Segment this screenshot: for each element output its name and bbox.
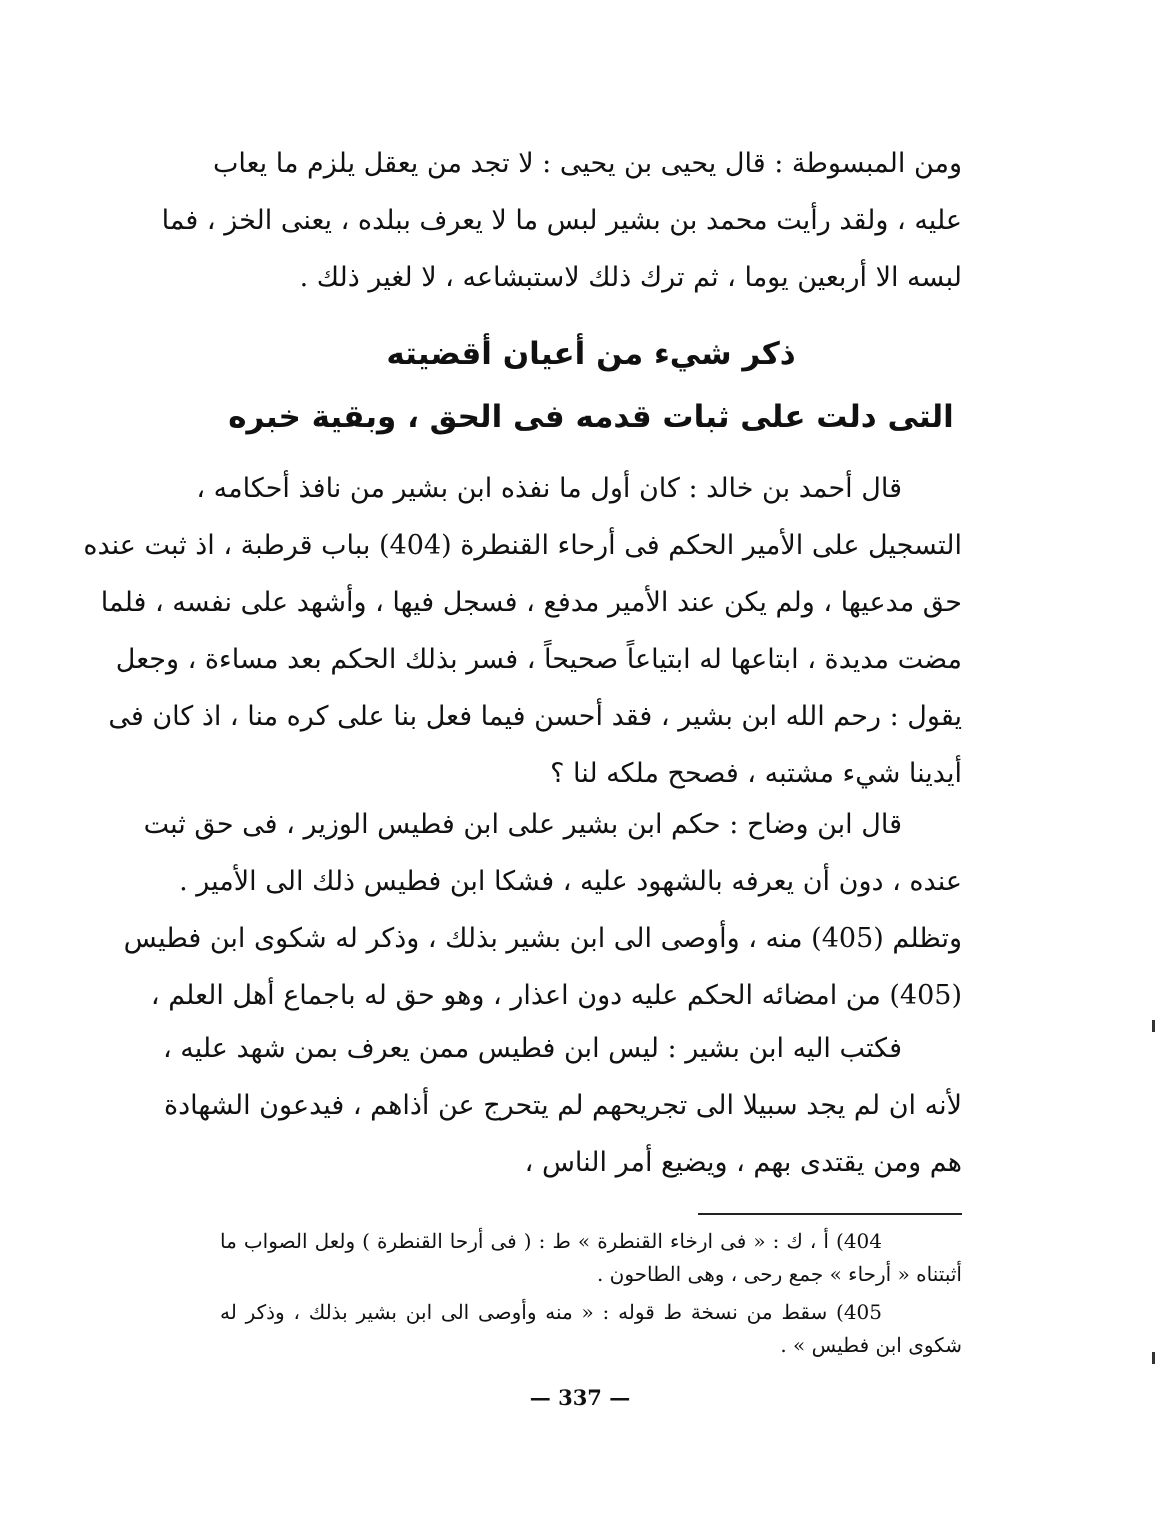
paragraph-2 [123, 796, 962, 1024]
scan-edge-mark [1152, 1352, 1155, 1364]
page-number: — 337 — [529, 1385, 631, 1410]
scan-edge-mark [1152, 1020, 1155, 1032]
text-line: قال أحمد بن خالد : كان أول ما نفذه ابن بشير من نافذ أحكامه ، [196, 473, 902, 504]
text-line: لأنه ان لم يجد سبيلا الى تجريحهم لم يتحرج عن أذاهم ، فيدعون الشهادة [163, 1090, 962, 1121]
text-line: عليه ، ولقد رأيت محمد بن بشير لبس ما لا يعرف ببلده ، يعنى الخز ، فما [161, 205, 962, 236]
text-line: (405) من امضائه الحكم عليه دون اعذار ، وهو حق له باجماع أهل العلم ، [150, 980, 962, 1011]
paragraph-3 [162, 1020, 962, 1191]
text-line: لبسه الا أربعين يوما ، ثم ترك ذلك لاستبشاعه ، لا لغير ذلك . [299, 262, 962, 293]
section-title-line-1: ذكر شيء من أعيان أقضيته [386, 336, 796, 372]
text-line: يقول : رحم الله ابن بشير ، فقد أحسن فيما فعل بنا على كره منا ، اذ كان فى [108, 701, 962, 732]
footnote-line: 405) سقط من نسخة ط قوله : « منه وأوصى الى ابن بشير بذلك ، وذكر له [220, 1300, 882, 1324]
paragraph-1 [83, 460, 962, 802]
text-line: وتظلم (405) منه ، وأوصى الى ابن بشير بذلك ، وذكر له شكوى ابن فطيس [123, 923, 962, 954]
text-line: هم ومن يقتدى بهم ، ويضيع أمر الناس ، [524, 1147, 962, 1178]
text-line: قال ابن وضاح : حكم ابن بشير على ابن فطيس الوزير ، فى حق ثبت [143, 809, 902, 840]
footnote-line: شكوى ابن فطيس » . [780, 1333, 962, 1357]
opening-paragraph [161, 135, 962, 306]
text-line: ومن المبسوطة : قال يحيى بن يحيى : لا تجد من يعقل يلزم ما يعاب [212, 148, 962, 179]
footnote-404 [220, 1225, 962, 1291]
text-line: فكتب اليه ابن بشير : ليس ابن فطيس ممن يعرف بمن شهد عليه ، [162, 1033, 902, 1064]
text-line: التسجيل على الأمير الحكم فى أرحاء القنطرة (404) بباب قرطبة ، اذ ثبت عنده [83, 530, 962, 561]
footnote-separator [698, 1213, 962, 1215]
footnote-line: أثبتناه « أرحاء » جمع رحى ، وهى الطاحون . [596, 1262, 962, 1286]
footnote-405 [220, 1296, 962, 1362]
text-line: أيدينا شيء مشتبه ، فصحح ملكه لنا ؟ [550, 758, 962, 789]
text-line: عنده ، دون أن يعرفه بالشهود عليه ، فشكا ابن فطيس ذلك الى الأمير . [179, 866, 962, 897]
footnote-line: 404) أ ، ك : « فى ارخاء القنطرة » ط : ( فى أرحا القنطرة ) ولعل الصواب ما [220, 1229, 883, 1253]
text-line: مضت مديدة ، ابتاعها له ابتياعاً صحيحاً ، فسر بذلك الحكم بعد مساءة ، وجعل [115, 644, 962, 675]
section-title-line-2: التى دلت على ثبات قدمه فى الحق ، وبقية خبره [228, 399, 954, 435]
text-line: حق مدعيها ، ولم يكن عند الأمير مدفع ، فسجل فيها ، وأشهد على نفسه ، فلما [100, 587, 962, 618]
